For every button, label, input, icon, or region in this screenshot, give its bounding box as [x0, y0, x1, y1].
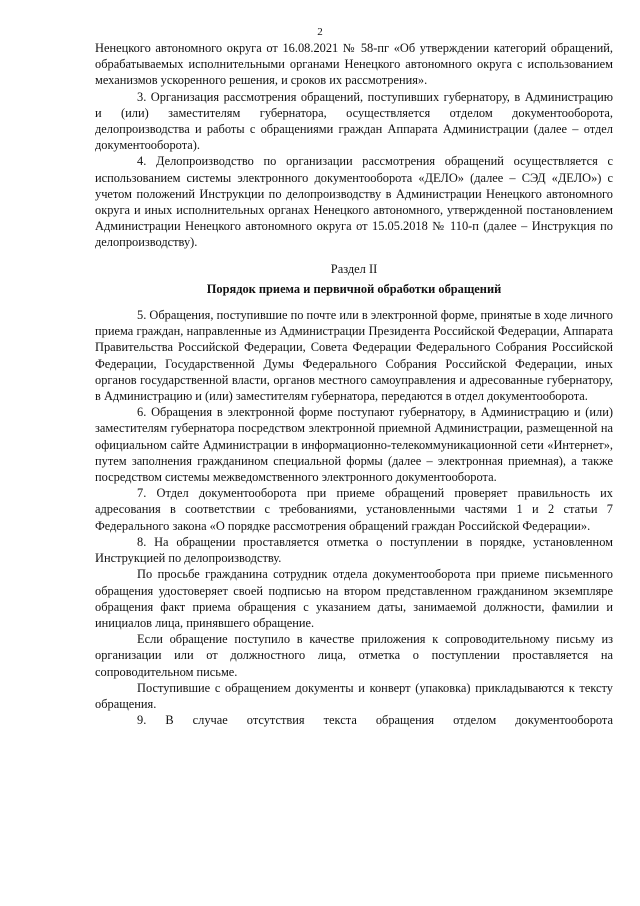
paragraph-5: 5. Обращения, поступившие по почте или в электронной форме, принятые в ходе личного приема граждан, направленные из Администрации Президента Российской Федерации, Аппарата Правительства Российской Федерации, Совета Федерации Федерального Собрания Российской Федерации, Государственной Думы Федерального Собрания Российской Федерации, иных органов государственной власти, органов местного самоуправления и адресованные губернатору, в Администрацию и (или) заместителям губернатора, передаются в отдел документооборота.: [95, 308, 613, 404]
paragraph-3: 3. Организация рассмотрения обращений, поступивших губернатору, в Администрацию и (или) заместителям губернатора, осуществляется отделом документооборота, делопроизводства и работы с обращениями граждан Аппарата Администрации (далее – отдел документооборота).: [95, 89, 613, 153]
section-title: Порядок приема и первичной обработки обращений: [206, 281, 502, 296]
paragraph-9: 9. В случае отсутствия текста обращения отделом документооборота: [137, 713, 613, 728]
paragraph-8: 8. На обращении проставляется отметка о поступлении в порядке, установленном Инструкцией по делопроизводству.: [95, 534, 613, 566]
paragraph-8-receipt: По просьбе гражданина сотрудник отдела документооборота при приеме письменного обращения удостоверяет своей подписью на втором представленном гражданином экземпляре обращения факт приема обращения с указанием даты, занимаемой должности, фамилии и инициалов лица, принявшего обращение.: [95, 567, 613, 630]
section-heading: [95, 261, 613, 297]
document-body: [95, 40, 613, 728]
paragraph-7: 7. Отдел документооборота при приеме обращений проверяет правильность их адресования в соответствии с требованиями, установленными частями 1 и 2 статьи 7 Федерального закона «О порядке рассмотрения обращений граждан Российской Федерации».: [95, 486, 613, 533]
page-number: 2: [317, 26, 323, 38]
paragraph-continuation: Ненецкого автономного округа от 16.08.2021 № 58-пг «Об утверждении категорий обращений, обрабатываемых исполнительными органами Ненецкого автономного округа с использованием механизмов ускоренного решения, и сроков их рассмотрения».: [95, 41, 613, 88]
section-label: Раздел II: [330, 261, 378, 276]
paragraph-8-attachment: Если обращение поступило в качестве приложения к сопроводительному письму из организации или от должностного лица, отметка о поступлении проставляется на сопроводительном письме.: [95, 632, 613, 679]
paragraph-4: 4. Делопроизводство по организации рассмотрения обращений осуществляется с использованием системы электронного документооборота «ДЕЛО» (далее – СЭД «ДЕЛО») с учетом положений Инструкции по делопроизводству в Администрации Ненецкого автономного округа и иных исполнительных органах Ненецкого автономного, утвержденной постановлением Администрации Ненецкого автономного округа от 15.05.2018 № 110-п (далее – Инструкция по делопроизводству).: [95, 154, 613, 250]
paragraph-8-documents: Поступившие с обращением документы и конверт (упаковка) прикладываются к тексту обращения.: [95, 680, 613, 711]
paragraph-6: 6. Обращения в электронной форме поступают губернатору, в Администрацию и (или) заместителям губернатора посредством электронной приемной Администрации, размещенной на официальном сайте Администрации в информационно-телекоммуникационной сети «Интернет», путем заполнения гражданином специальной формы (далее – электронная приемная), а также посредством системы межведомственного электронного документооборота.: [95, 405, 613, 485]
